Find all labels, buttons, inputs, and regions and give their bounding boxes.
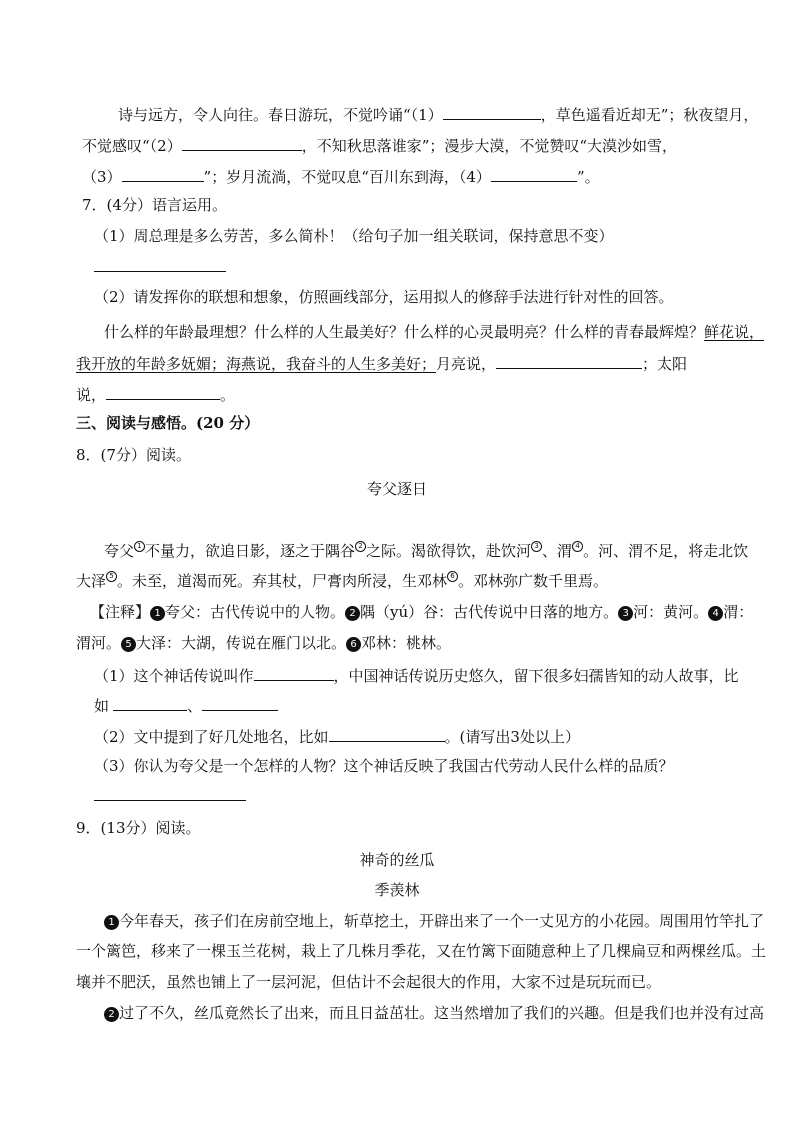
note-text: 渭： — [723, 603, 754, 621]
notes-label: 【注释】 — [90, 603, 151, 621]
note-text: 邓林：桃林。 — [361, 634, 452, 652]
passage-text: 今年春天，孩子们在房前空地上，斩草挖土，开辟出来了一个一丈见方的小花园。周围用竹竿扎了 — [119, 912, 765, 930]
answer-blank-moon[interactable] — [496, 352, 642, 369]
luffa-p1-line-2: 一个篱笆，移来了一棵玉兰花树，栽上了几株月季花，又在竹篱下面随意种上了几棵扁豆和两棵丝瓜。土 — [76, 942, 767, 960]
poem-text: 诗与远方，令人向往。春日游玩，不觉吟诵“（1） — [118, 106, 443, 124]
question-text: 、 — [187, 697, 203, 715]
q8-sub1-line-1 — [94, 664, 739, 684]
q7-paragraph-line-3 — [76, 383, 235, 403]
passage-text: 之际。渴欲得饮，赴饮河 — [366, 542, 532, 560]
q8-sub3: （3）你认为夸父是一个怎样的人物？这个神话反映了我国古代劳动人民什么样的品质？ — [94, 757, 674, 775]
note-marker-3: 3 — [531, 541, 542, 552]
poem-line-2 — [82, 134, 677, 154]
note-marker-4: 4 — [572, 541, 583, 552]
paragraph-number-2: 2 — [104, 1007, 119, 1022]
question-text: 。(请写出3处以上） — [444, 728, 580, 746]
section-3-title: 三、阅读与感悟。(20 分） — [76, 414, 260, 432]
q7-underlined-text: 我开放的年龄多妩媚；海燕说，我奋斗的人生多美好； — [76, 355, 437, 373]
note-marker-1: 1 — [134, 541, 145, 552]
passage-text: 夸父 — [104, 542, 135, 560]
passage-text: 。邓林弥广数千里焉。 — [458, 572, 609, 590]
q7-paragraph-line-1 — [104, 322, 764, 342]
note-number-4: 4 — [708, 606, 723, 621]
passage-text: 大泽 — [76, 572, 107, 590]
note-number-6: 6 — [346, 637, 361, 652]
answer-blank-4[interactable] — [491, 165, 577, 182]
poem-text: （3） — [82, 168, 122, 186]
passage-text: 。河、渭不足，将走北饮 — [583, 542, 749, 560]
q7-paragraph-line-2 — [76, 352, 687, 372]
note-number-5: 5 — [121, 637, 136, 652]
kuafu-line-2 — [76, 571, 608, 591]
passage-text: 。未至，道渴而死。弃其杖，尸膏肉所浸，生邓林 — [117, 572, 448, 590]
note-text: 夸父：古代传说中的人物。 — [165, 603, 346, 621]
note-text: 渭河。 — [76, 634, 122, 652]
q7-text: 说， — [76, 386, 107, 404]
question-text: 如 — [94, 697, 110, 715]
q7-text: 月亮说， — [436, 355, 497, 373]
kuafu-notes-line-2 — [76, 633, 451, 653]
luffa-p1-line-1 — [104, 911, 764, 931]
q7-text: 什么样的年龄最理想？什么样的人生最美好？什么样的心灵最明亮？什么样的青春最辉煌？ — [104, 323, 705, 341]
answer-blank-story-1[interactable] — [113, 694, 187, 711]
luffa-p2-line-1 — [104, 1003, 764, 1023]
note-marker-5: 5 — [106, 571, 117, 582]
note-number-2: 2 — [345, 606, 360, 621]
answer-blank-sun[interactable] — [106, 383, 220, 400]
q7-text: 。 — [220, 386, 236, 404]
poem-line-3 — [82, 165, 600, 185]
poem-text: 不觉感叹“（2） — [82, 137, 182, 155]
answer-blank-1[interactable] — [443, 103, 541, 120]
kuafu-line-1 — [104, 541, 748, 561]
q8-sub1-line-2 — [94, 694, 278, 714]
passage-text: 不量力，欲追日影，逐之于隅谷 — [145, 542, 356, 560]
question-7-sub2: （2）请发挥你的联想和想象，仿照画线部分，运用拟人的修辞手法进行针对性的回答。 — [94, 288, 674, 306]
poem-text: ，不知秋思落谁家”；漫步大漠，不觉赞叹“大漠沙如雪， — [301, 137, 678, 155]
note-text: 隅（yú）谷：古代传说中日落的地方。 — [360, 603, 619, 621]
passage-text: 、渭 — [542, 542, 573, 560]
question-text: ，中国神话传说历史悠久，留下很多妇孺皆知的动人故事，比 — [333, 667, 739, 685]
q7-text: ；太阳 — [642, 355, 688, 373]
paragraph-number-1: 1 — [104, 915, 119, 930]
question-9-title: 9．(13分）阅读。 — [76, 819, 201, 837]
q7-underlined-text: 鲜花说， — [704, 323, 765, 341]
poem-text: ”；岁月流淌，不觉叹息“百川东到海，（4） — [203, 168, 491, 186]
answer-line-q8-3[interactable] — [94, 800, 246, 801]
answer-line-q7-1[interactable] — [94, 271, 226, 272]
note-text: 大泽：大湖，传说在雁门以北。 — [136, 634, 347, 652]
question-text: （1）这个神话传说叫作 — [94, 667, 254, 685]
kuafu-notes-line-1 — [90, 602, 753, 622]
answer-blank-3[interactable] — [122, 165, 204, 182]
note-marker-6: 6 — [447, 571, 458, 582]
luffa-p1-line-3: 壤并不肥沃，虽然也铺上了一层河泥，但估计不会起很大的作用，大家不过是玩玩而已。 — [76, 973, 662, 991]
answer-blank-2[interactable] — [182, 134, 302, 151]
question-text: （2）文中提到了好几处地名，比如 — [94, 728, 329, 746]
answer-blank-story-2[interactable] — [202, 694, 278, 711]
passage-author: 季羡林 — [374, 881, 420, 899]
q8-sub2 — [94, 725, 580, 745]
answer-blank-places[interactable] — [329, 725, 445, 742]
note-number-1: 1 — [150, 606, 165, 621]
question-7-title: 7．(4分）语言运用。 — [82, 196, 227, 214]
passage-text: 过了不久，丝瓜竟然长了出来，而且日益茁壮。这当然增加了我们的兴趣。但是我们也并没有过高 — [119, 1004, 765, 1022]
answer-blank-myth-name[interactable] — [254, 664, 334, 681]
poem-line-1 — [118, 103, 758, 123]
passage-title-luffa: 神奇的丝瓜 — [359, 851, 435, 869]
passage-title-kuafu: 夸父逐日 — [366, 480, 427, 498]
note-number-3: 3 — [618, 606, 633, 621]
question-8-title: 8．(7分）阅读。 — [76, 446, 191, 464]
poem-text: ”。 — [576, 168, 600, 186]
note-marker-2: 2 — [355, 541, 366, 552]
question-7-sub1: （1）周总理是多么劳苦，多么简朴！（给句子加一组关联词，保持意思不变） — [94, 227, 614, 245]
poem-text: ，草色遥看近却无”；秋夜望月， — [540, 106, 759, 124]
note-text: 河：黄河。 — [633, 603, 709, 621]
